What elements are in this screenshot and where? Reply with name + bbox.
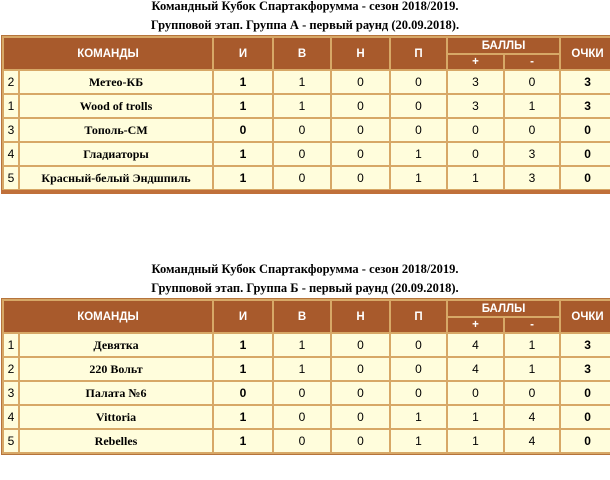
plus-cell: 1: [448, 167, 503, 189]
plus-cell: 0: [448, 143, 503, 165]
header-losses: П: [391, 38, 446, 69]
draws-cell: 0: [332, 406, 389, 428]
draws-cell: 0: [332, 167, 389, 189]
points-cell: 0: [561, 119, 610, 141]
minus-cell: 4: [505, 406, 559, 428]
header-teams: КОМАНДЫ: [4, 38, 212, 69]
table-row: [4, 430, 610, 452]
row-number: 1: [4, 334, 18, 356]
games-cell: 0: [214, 382, 272, 404]
losses-cell: 1: [391, 143, 446, 165]
header-balls: БАЛЛЫ: [448, 38, 559, 53]
team-name: Девятка: [20, 334, 212, 356]
games-cell: 1: [214, 71, 272, 93]
row-number: 3: [4, 119, 18, 141]
losses-cell: 1: [391, 430, 446, 452]
points-cell: 0: [561, 430, 610, 452]
group-a-title-line2: Групповой этап. Группа А - первый раунд (20.09.2018).: [150, 18, 460, 32]
games-cell: 1: [214, 95, 272, 117]
row-number: 3: [4, 382, 18, 404]
losses-cell: 0: [391, 119, 446, 141]
group-b-standings-table: [1, 298, 610, 455]
points-cell: 0: [561, 143, 610, 165]
header-minus: -: [505, 318, 559, 332]
plus-cell: 1: [448, 406, 503, 428]
games-cell: 0: [214, 119, 272, 141]
draws-cell: 0: [332, 334, 389, 356]
header-points: ОЧКИ: [561, 38, 610, 69]
table-row: [4, 119, 610, 141]
losses-cell: 1: [391, 167, 446, 189]
group-b-title-line2: Групповой этап. Группа Б - первый раунд (20.09.2018).: [151, 281, 459, 295]
team-name: Палата №6: [20, 382, 212, 404]
minus-cell: 1: [505, 334, 559, 356]
wins-cell: 0: [274, 430, 330, 452]
team-name: Гладиаторы: [20, 143, 212, 165]
wins-cell: 0: [274, 382, 330, 404]
wins-cell: 1: [274, 334, 330, 356]
header-plus: +: [448, 55, 503, 69]
games-cell: 1: [214, 143, 272, 165]
points-cell: 0: [561, 406, 610, 428]
minus-cell: 1: [505, 95, 559, 117]
wins-cell: 0: [274, 406, 330, 428]
header-games: И: [214, 301, 272, 332]
row-number: 2: [4, 358, 18, 380]
games-cell: 1: [214, 334, 272, 356]
minus-cell: 3: [505, 143, 559, 165]
table-row: [4, 406, 610, 428]
row-number: 5: [4, 167, 18, 189]
draws-cell: 0: [332, 143, 389, 165]
wins-cell: 1: [274, 358, 330, 380]
team-name: Wood of trolls: [20, 95, 212, 117]
points-cell: 0: [561, 167, 610, 189]
plus-cell: 4: [448, 358, 503, 380]
draws-cell: 0: [332, 382, 389, 404]
header-minus: -: [505, 55, 559, 69]
games-cell: 1: [214, 406, 272, 428]
draws-cell: 0: [332, 119, 389, 141]
wins-cell: 0: [274, 167, 330, 189]
plus-cell: 3: [448, 95, 503, 117]
header-draws: Н: [332, 301, 389, 332]
points-cell: 3: [561, 71, 610, 93]
row-number: 4: [4, 143, 18, 165]
header-losses: П: [391, 301, 446, 332]
plus-cell: 4: [448, 334, 503, 356]
games-cell: 1: [214, 430, 272, 452]
table-row: [4, 95, 610, 117]
draws-cell: 0: [332, 95, 389, 117]
minus-cell: 0: [505, 71, 559, 93]
team-name: Vittoria: [20, 406, 212, 428]
losses-cell: 0: [391, 334, 446, 356]
losses-cell: 0: [391, 382, 446, 404]
header-wins: В: [274, 301, 330, 332]
team-name: Метео-КБ: [20, 71, 212, 93]
draws-cell: 0: [332, 358, 389, 380]
plus-cell: 3: [448, 71, 503, 93]
header-points: ОЧКИ: [561, 301, 610, 332]
row-number: 2: [4, 71, 18, 93]
losses-cell: 1: [391, 406, 446, 428]
table-row: [4, 334, 610, 356]
header-plus: +: [448, 318, 503, 332]
losses-cell: 0: [391, 358, 446, 380]
games-cell: 1: [214, 167, 272, 189]
group-a-title-line1: Командный Кубок Спартакфорумма - сезон 2018/2019.: [151, 0, 459, 13]
header-games: И: [214, 38, 272, 69]
group-b-title-line1: Командный Кубок Спартакфорумма - сезон 2018/2019.: [151, 262, 459, 276]
minus-cell: 3: [505, 167, 559, 189]
row-number: 5: [4, 430, 18, 452]
row-number: 4: [4, 406, 18, 428]
header-draws: Н: [332, 38, 389, 69]
team-name: Красный-белый Эндшпиль: [20, 167, 212, 189]
header-teams: КОМАНДЫ: [4, 301, 212, 332]
table-row: [4, 143, 610, 165]
wins-cell: 0: [274, 143, 330, 165]
table-row: [4, 358, 610, 380]
group-b-block: [0, 260, 610, 455]
wins-cell: 1: [274, 95, 330, 117]
points-cell: 3: [561, 95, 610, 117]
points-cell: 3: [561, 358, 610, 380]
draws-cell: 0: [332, 430, 389, 452]
losses-cell: 0: [391, 95, 446, 117]
header-wins: В: [274, 38, 330, 69]
table-footer-strip: [1, 190, 610, 194]
group-a-block: [0, 0, 610, 194]
minus-cell: 0: [505, 382, 559, 404]
wins-cell: 1: [274, 71, 330, 93]
minus-cell: 1: [505, 358, 559, 380]
wins-cell: 0: [274, 119, 330, 141]
group-a-standings-table: [1, 35, 610, 192]
table-row: [4, 382, 610, 404]
table-row: [4, 71, 610, 93]
table-row: [4, 167, 610, 189]
plus-cell: 0: [448, 382, 503, 404]
points-cell: 3: [561, 334, 610, 356]
draws-cell: 0: [332, 71, 389, 93]
team-name: Тополь-СМ: [20, 119, 212, 141]
row-number: 1: [4, 95, 18, 117]
team-name: 220 Вольт: [20, 358, 212, 380]
plus-cell: 0: [448, 119, 503, 141]
minus-cell: 0: [505, 119, 559, 141]
header-balls: БАЛЛЫ: [448, 301, 559, 316]
minus-cell: 4: [505, 430, 559, 452]
plus-cell: 1: [448, 430, 503, 452]
games-cell: 1: [214, 358, 272, 380]
losses-cell: 0: [391, 71, 446, 93]
points-cell: 0: [561, 382, 610, 404]
team-name: Rebelles: [20, 430, 212, 452]
